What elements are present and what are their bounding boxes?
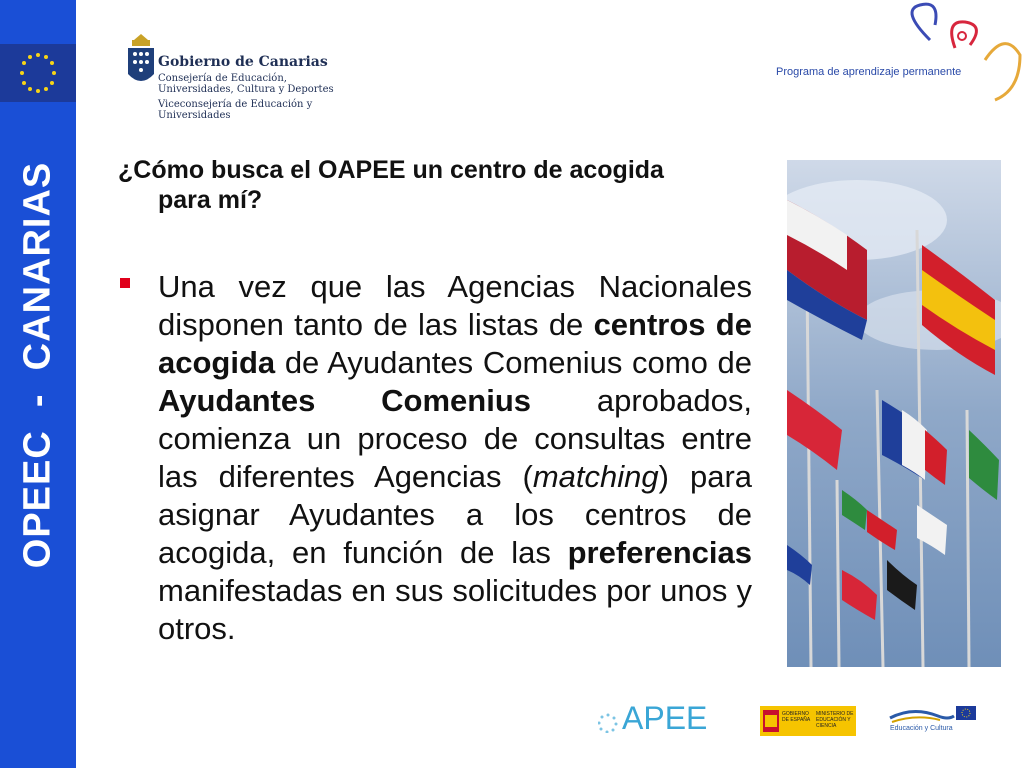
question-line-1: ¿Cómo busca el OAPEE un centro de acogida — [118, 156, 664, 184]
ministerio-logo — [760, 706, 856, 736]
text-run: manifestadas en sus solicitudes por unos y otros. — [158, 573, 752, 646]
educacion-cultura-logo — [888, 704, 978, 734]
ministerio-sublabel: MINISTERIO DE EDUCACIÓN Y CIENCIA — [816, 711, 854, 729]
gov-vice: Viceconsejería de Educación y Universidades — [158, 99, 313, 121]
ministerio-label: GOBIERNO DE ESPAÑA — [782, 711, 811, 723]
eu-flag-icon — [0, 44, 76, 102]
bullet-square-icon — [120, 278, 130, 288]
sidebar-title: OPEEC - CANARIAS — [16, 161, 59, 569]
text-run: aprobados, comienza un proceso de consultas entre las diferentes Agencias ( — [158, 383, 752, 494]
coat-of-arms-icon — [124, 34, 158, 94]
apee-logo — [596, 700, 707, 737]
lifelong-learning-logo — [770, 0, 1024, 110]
bullet-item — [120, 268, 752, 648]
italic-run: matching — [532, 459, 659, 494]
bold-run: Ayudantes Comenius — [158, 383, 532, 418]
sidebar — [0, 0, 76, 768]
program-label: Programa de aprendizaje permanente — [776, 66, 962, 78]
slide-question — [118, 155, 738, 215]
text-run: de Ayudantes Comenius como de — [275, 345, 752, 380]
text-run: ) para asignar Ayudantes a los centros de acogida, en función de las — [158, 459, 753, 570]
apee-label: APEE — [622, 700, 708, 736]
gov-department: Consejería de Educación, Universidades, Cultura y Deportes — [158, 73, 334, 95]
bold-run: preferencias — [567, 535, 752, 570]
flags-photo — [787, 160, 1001, 667]
gov-title: Gobierno de Canarias — [158, 54, 328, 70]
bullet-text — [158, 268, 752, 648]
edu-cultura-label: Educación y Cultura — [890, 725, 953, 732]
question-line-2: para mí? — [158, 186, 263, 214]
bold-run: centros de acogida — [158, 307, 752, 380]
text-run: Una vez que las Agencias Nacionales disponen tanto de las listas de — [158, 269, 752, 342]
